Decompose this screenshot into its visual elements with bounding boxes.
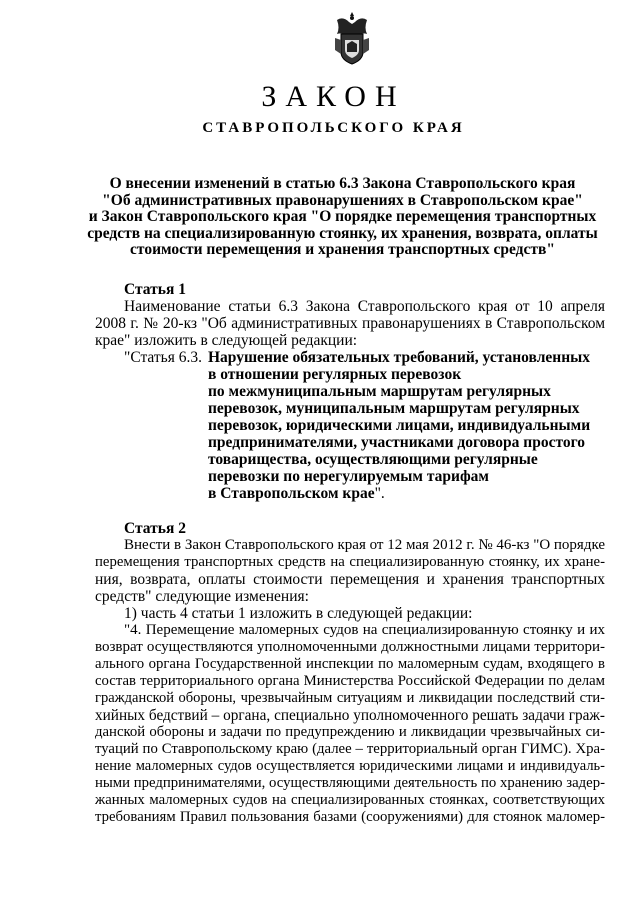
- article-2-text-line: данской обороны и задачи по предупреждению и ликвидации чрезвычайных си-: [95, 724, 605, 740]
- article-2-text-line: хийных бедствий – органа, специально уполномоченного решать задачи граж-: [95, 707, 605, 724]
- article-2-text-line: возврат осуществляются уполномоченными должностными лицами территори-: [95, 639, 605, 655]
- article-2-text-line: туаций по Ставропольскому краю (далее – территориальный орган ГИМС). Хра-: [95, 741, 605, 757]
- article-2-text-line: ального органа Государственной инспекции по маломерным судам, входящего в: [95, 656, 605, 672]
- article-1-title: Статья 1: [124, 281, 186, 298]
- heading-line: О внесении изменений в статью 6.3 Закона Ставропольского края: [109, 175, 576, 192]
- article-2-text-line: гражданской обороны, чрезвычайным ситуациям и ликвидации последствий сти-: [95, 690, 605, 706]
- coat-of-arms-icon: [331, 10, 373, 66]
- article-2-text-line: ными предпринимателями, осуществляющими деятельность по хранению задер-: [95, 775, 605, 791]
- article-2-text-line: перемещения транспортных средств на специализированную стоянку, их хране-: [95, 554, 605, 570]
- law-heading: [70, 176, 615, 259]
- article-2-text-line: средств" следующие изменения:: [95, 588, 309, 605]
- article-2-text-line: жанных маломерных судов на специализированных стоянках, соответствующих: [95, 792, 605, 808]
- article-1-text-line: Наименование статьи 6.3 Закона Ставропольского края от 10 апреля: [124, 298, 605, 315]
- document-title: ЗАКОН: [261, 80, 406, 113]
- heading-line: стоимости перемещения и хранения транспортных средств": [130, 241, 555, 259]
- article-2-text-line: 1) часть 4 статьи 1 изложить в следующей редакции:: [124, 605, 473, 622]
- article-2-title: Статья 2: [124, 520, 186, 537]
- document-subtitle: СТАВРОПОЛЬСКОГО КРАЯ: [202, 120, 465, 136]
- article-6-3-title-line: товарищества, осуществляющими регулярные: [208, 451, 538, 468]
- article-2-text-line: требованиям Правил пользования базами (сооружениями) для стоянок маломер-: [95, 809, 605, 825]
- article-2-text-line: ния, возврата, оплаты стоимости перемещения и хранения транспортных: [95, 571, 605, 588]
- article-6-3-title-last: [208, 485, 385, 502]
- article-6-3-title-line: перевозок, муниципальным маршрутам регулярных: [208, 400, 580, 417]
- article-2-text-line: "4. Перемещение маломерных судов на специализированную стоянку и их: [124, 622, 605, 638]
- article-1-text-line: 2008 г. № 20-кз "Об административных правонарушениях в Ставропольском: [95, 315, 605, 332]
- article-6-3-title-line: в отношении регулярных перевозок: [208, 366, 462, 383]
- quote-end: ".: [374, 485, 385, 502]
- article-6-3-title-line: перевозок, юридическими лицами, индивидуальными: [208, 417, 591, 434]
- article-2-text-line: Внести в Закон Ставропольского края от 12 мая 2012 г. № 46-кз "О порядке: [124, 537, 606, 553]
- heading-line: "Об административных правонарушениях в Ставропольском крае": [102, 191, 583, 209]
- article-6-3-title-line: перевозки по нерегулируемым тарифам: [208, 468, 489, 485]
- article-1-text-line: крае" изложить в следующей редакции:: [95, 332, 358, 349]
- article-2-text-line: состав территориального органа Министерства Российской Федерации по делам: [95, 673, 605, 689]
- article-6-3-title-line: Нарушение обязательных требований, установленных: [208, 349, 591, 366]
- heading-line: средств на специализированную стоянку, их хранения, возврата, оплаты: [87, 224, 598, 242]
- article-6-3-title-line: в Ставропольском крае: [208, 485, 375, 502]
- article-2-text-line: нение маломерных судов осуществляется юридическими лицами и индивидуаль-: [95, 758, 605, 774]
- article-6-3-title-line: предпринимателями, участниками договора простого: [208, 434, 586, 451]
- article-6-3-label: "Статья 6.3.: [124, 349, 202, 366]
- heading-line: и Закон Ставропольского края "О порядке перемещения транспортных: [88, 208, 597, 226]
- article-6-3-title-line: по межмуниципальным маршрутам регулярных: [208, 383, 551, 400]
